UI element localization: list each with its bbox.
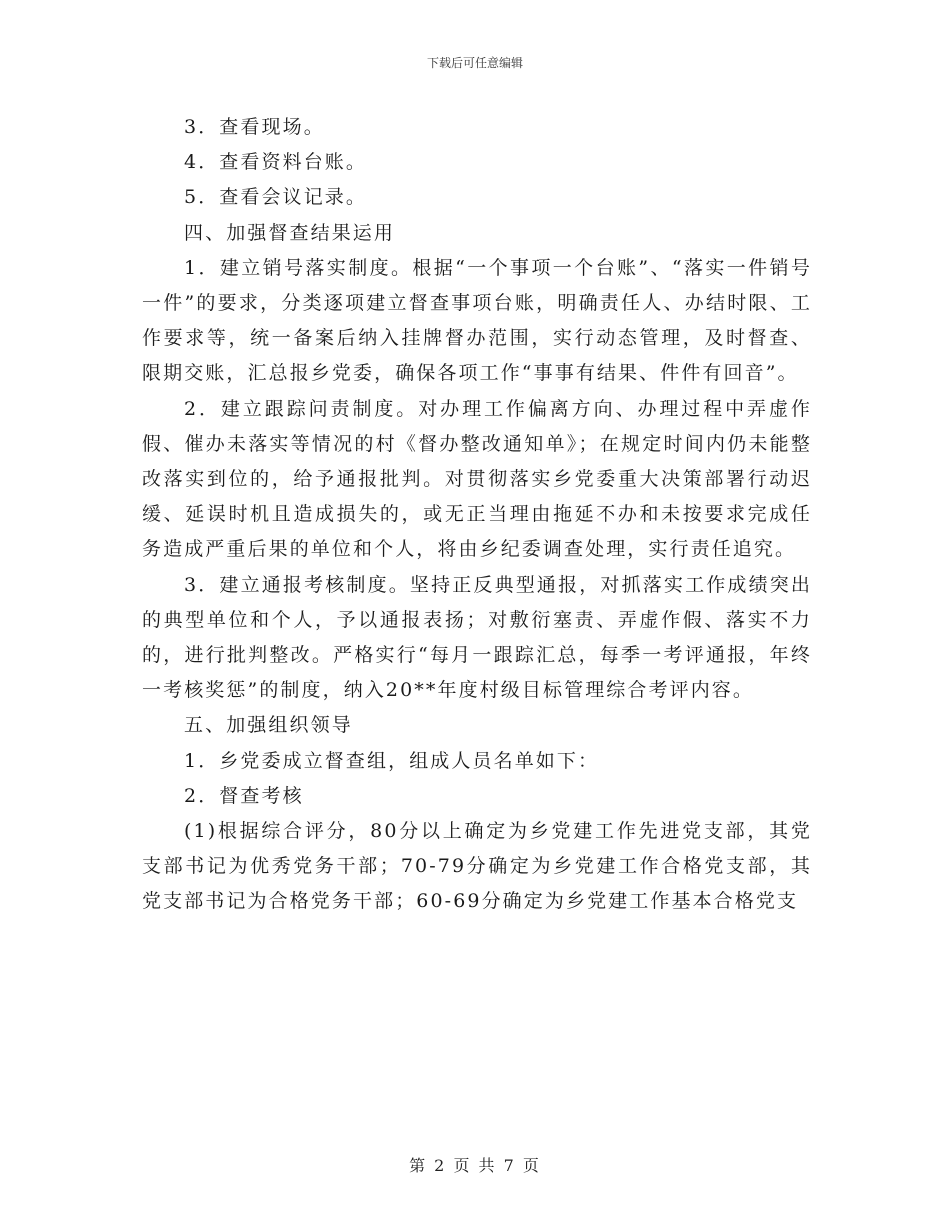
paragraph-inspection-group: 1．乡党委成立督查组，组成人员名单如下： — [184, 749, 600, 772]
paragraph-item-5: 5．查看会议记录。 — [184, 186, 367, 209]
section-heading-5: 五、加强组织领导 — [184, 714, 353, 737]
section-heading-4: 四、加强督查结果运用 — [184, 221, 396, 244]
paragraph-inspection-assessment: 2．督查考核 — [184, 784, 304, 807]
paragraph-cancellation-system: 1．建立销号落实制度。根据“一个事项一个台账”、“落实一件销号一件”的要求，分类逐项建立督查事项台账，明确责任人、办结时限、工作要求等，统一备案后纳入挂牌督办范围，实行动态管理，及时督查、限期交账，汇总报乡党委，确保各项工作“事事有结果、件件有回音”。 — [142, 256, 812, 385]
paragraph-accountability-system: 2．建立跟踪问责制度。对办理工作偏离方向、办理过程中弄虚作假、催办未落实等情况的村《督办整改通知单》；在规定时间内仍未能整改落实到位的，给予通报批判。对贯彻落实乡党委重大决策部署行动迟缓、延误时机且造成损失的，或无正当理由拖延不办和未按要求完成任务造成严重后果的单位和个人，将由乡纪委调查处理，实行责任追究。 — [142, 397, 812, 561]
paragraph-item-3: 3．查看现场。 — [184, 116, 325, 138]
page-header-note: 下载后可任意编辑 — [426, 56, 523, 70]
page-number: 第 2 页 共 7 页 — [409, 1156, 541, 1175]
paragraph-assessment-system: 3．建立通报考核制度。坚持正反典型通报，对抓落实工作成绩突出的典型单位和个人，予以通报表扬；对敷衍塞责、弄虚作假、落实不力的，进行批判整改。严格实行“每月一跟踪汇总，每季一考评通报，年终一考核奖惩”的制度，纳入20**年度村级目标管理综合考评内容。 — [142, 573, 812, 702]
document-body — [142, 110, 812, 920]
paragraph-scoring: (1)根据综合评分，80分以上确定为乡党建工作先进党支部，其党支部书记为优秀党务干部；70-79分确定为乡党建工作合格党支部，其党支部书记为合格党务干部；60-69分确定为乡党建工作基本合格党支 — [142, 820, 812, 913]
paragraph-item-4: 4．查看资料台账。 — [184, 151, 367, 174]
